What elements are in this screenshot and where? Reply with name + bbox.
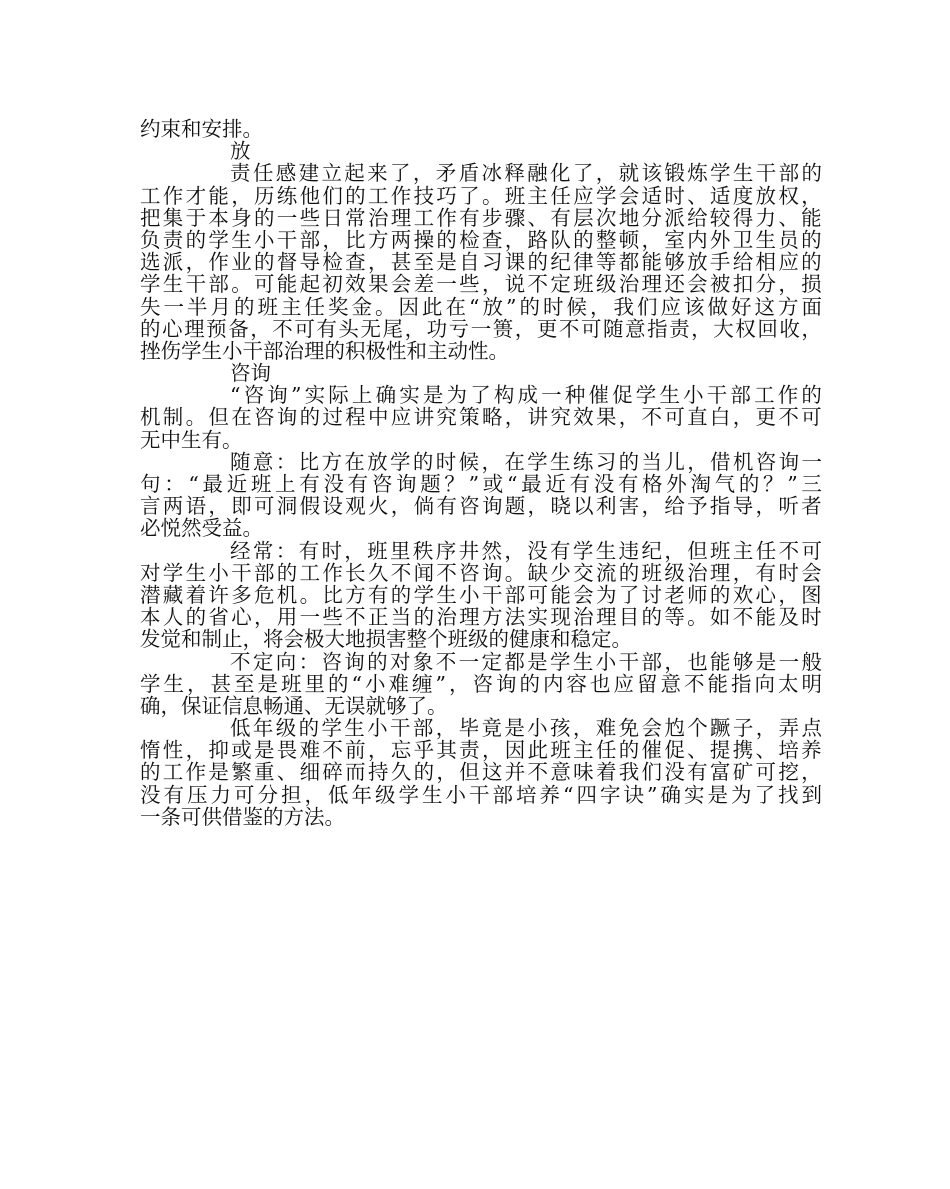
paragraph-last-line: 发觉和制止，将会极大地损害整个班级的健康和稳定。	[140, 627, 632, 652]
paragraph-first-line: 不 定 向 ： 咨 询 的 对 象 不 一 定 都 是 学 生 小 干 部 ， 也 能 够 是 一 般	[230, 649, 822, 674]
paragraph-line: 学 生 干 部 。 可 能 起 初 效 果 会 差 一 些 ， 说 不 定 班 级 治 理 还 会 被 扣 分 ， 损	[140, 272, 822, 297]
paragraph-line: 句 ： “ 最 近 班 上 有 没 有 咨 询 题 ？ ” 或 “ 最 近 有 没 有 格 外 淘 气 的 ？ ” 三	[140, 472, 822, 496]
paragraph-first-line: “ 咨 询 ” 实 际 上 确 实 是 为 了 构 成 一 种 催 促 学 生 小 干 部 工 作 的	[230, 383, 822, 408]
paragraph-line: 言 两 语 ， 即 可 洞 假 设 观 火 ， 倘 有 咨 询 题 ， 晓 以 利 害 ， 给 予 指 导 ， 听 者	[140, 494, 822, 519]
paragraph-last-line: 一条可供借鉴的方法。	[140, 804, 345, 829]
paragraph-last-line: 必悦然受益。	[140, 516, 263, 541]
paragraph-line: 学 生 ， 甚 至 是 班 里 的 “ 小 难 缠 ” ， 咨 询 的 内 容 也 应 留 意 不 能 指 向 太 明	[140, 671, 822, 696]
paragraph-line: 的 心 理 预 备 ， 不 可 有 头 无 尾 ， 功 亏 一 篑 ， 更 不 可 随 意 指 责 ， 大 权 回 收 ，	[140, 316, 822, 341]
paragraph-line: 对 学 生 小 干 部 的 工 作 长 久 不 闻 不 咨 询 。 缺 少 交 流 的 班 级 治 理 ， 有 时 会	[140, 560, 822, 585]
paragraph-last-line: 确，保证信息畅通、无误就够了。	[140, 693, 448, 718]
paragraph-first-line: 随 意 ： 比 方 在 放 学 的 时 候 ， 在 学 生 练 习 的 当 儿 ， 借 机 咨 询 一	[230, 449, 822, 474]
paragraph-line: 本 人 的 省 心 ， 用 一 些 不 正 当 的 治 理 方 法 实 现 治 理 目 的 等 。 如 不 能 及 时	[140, 605, 822, 630]
section-heading: 放	[230, 139, 251, 164]
paragraph-first-line: 经 常 ： 有 时 ， 班 里 秩 序 井 然 ， 没 有 学 生 违 纪 ， 但 班 主 任 不 可	[230, 538, 822, 563]
paragraph-line: 没 有 压 力 可 分 担 ， 低 年 级 学 生 小 干 部 培 养 “ 四 字 诀 ” 确 实 是 为 了 找 到	[140, 782, 822, 807]
paragraph-line: 选 派 ， 作 业 的 督 导 检 查 ， 甚 至 是 自 习 课 的 纪 律 等 都 能 够 放 手 给 相 应 的	[140, 250, 822, 275]
paragraph-first-line: 责 任 感 建 立 起 来 了 ， 矛 盾 冰 释 融 化 了 ， 就 该 锻 炼 学 生 干 部 的	[230, 161, 822, 186]
paragraph-last-line: 无中生有。	[140, 427, 243, 452]
paragraph-line: 机 制 。 但 在 咨 询 的 过 程 中 应 讲 究 策 略 ， 讲 究 效 果 ， 不 可 直 白 ， 更 不 可	[140, 405, 822, 430]
paragraph-line: 潜 藏 着 许 多 危 机 。 比 方 有 的 学 生 小 干 部 可 能 会 为 了 讨 老 师 的 欢 心 ， 图	[140, 582, 822, 607]
paragraph-line: 工 作 才 能 ， 历 练 他 们 的 工 作 技 巧 了 。 班 主 任 应 学 会 适 时 、 适 度 放 权 ，	[140, 183, 822, 208]
paragraph-line: 失 一 半 月 的 班 主 任 奖 金 。 因 此 在 “ 放 ” 的 时 候 ， 我 们 应 该 做 好 这 方 面	[140, 294, 822, 319]
paragraph-line: 把 集 于 本 身 的 一 些 日 常 治 理 工 作 有 步 骤 、 有 层 次 地 分 派 给 较 得 力 、 能	[140, 205, 822, 230]
paragraph-last-line: 挫伤学生小干部治理的积极性和主动性。	[140, 338, 509, 363]
section-heading: 咨询	[230, 361, 271, 386]
paragraph-line: 惰 性 ， 抑 或 是 畏 难 不 前 ， 忘 乎 其 责 ， 因 此 班 主 任 的 催 促 、 提 携 、 培 养	[140, 738, 822, 763]
paragraph-line: 负 责 的 学 生 小 干 部 ， 比 方 两 操 的 检 查 ， 路 队 的 整 顿 ， 室 内 外 卫 生 员 的	[140, 227, 822, 252]
document-body	[140, 118, 822, 828]
paragraph-last-line: 约束和安排。	[140, 117, 263, 141]
paragraph-first-line: 低 年 级 的 学 生 小 干 部 ， 毕 竟 是 小 孩 ， 难 免 会 尥 个 蹶 子 ， 弄 点	[230, 716, 822, 741]
paragraph-line: 的 工 作 是 繁 重 、 细 碎 而 持 久 的 ， 但 这 并 不 意 味 着 我 们 没 有 富 矿 可 挖 ，	[140, 760, 822, 785]
